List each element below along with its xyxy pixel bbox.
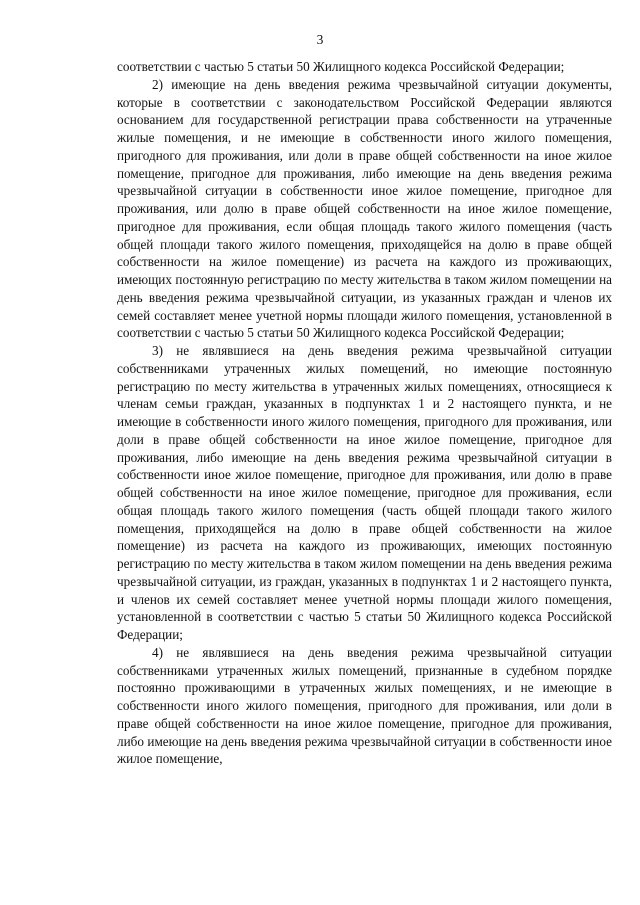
page-number: 3 bbox=[316, 32, 324, 47]
document-body bbox=[117, 58, 612, 768]
paragraph-item-4: 4) не являвшиеся на день введения режима чрезвычайной ситуации собственниками утраченных жилых помещений, признанные в судебном порядке постоянно проживающими в утраченных жилых помещениях, и не имеющие в собственности иного жилого помещения, пригодного для проживания, или доли в праве общей собственности на иное жилое помещение, пригодное для проживания, либо имеющие на день введения режима чрезвычайной ситуации в собственности иное жилое помещение, bbox=[117, 644, 612, 767]
paragraph-item-3: 3) не являвшиеся на день введения режима чрезвычайной ситуации собственниками утраченных жилых помещений, но имеющие постоянную регистрацию по месту жительства в утраченных жилых помещениях, относящиеся к членам семьи граждан, указанных в подпунктах 1 и 2 настоящего пункта, и не имеющие в собственности иного жилого помещения, пригодного для проживания, или доли в праве общей собственности на иное жилое помещение, пригодное для проживания, либо имеющие на день введения режима чрезвычайной ситуации в собственности иное жилое помещение, пригодное для проживания, или долю в праве общей собственности на иное жилое помещение, пригодное для проживания, если общая площадь такого жилого помещения (часть общей площади такого жилого помещения, приходящейся на долю в праве общей собственности на жилое помещение) из расчета на каждого из проживающих, имеющих постоянную регистрацию по месту жительства в таком жилом помещении на день введения режима чрезвычайной ситуации, из граждан, указанных в подпунктах 1 и 2 настоящего пункта, и членов их семей составляет менее учетной нормы площади жилого помещения, установленной в соответствии с частью 5 статьи 50 Жилищного кодекса Российской Федерации; bbox=[117, 343, 612, 642]
paragraph-item-2: 2) имеющие на день введения режима чрезвычайной ситуации документы, которые в соответствии с законодательством Российской Федерации являются основанием для государственной регистрации права собственности на утраченные жилые помещения, и не имеющие в собственности иного жилого помещения, пригодного для проживания, или доли в праве общей собственности на иное жилое помещение, пригодное для проживания, либо имеющие на день введения режима чрезвычайной ситуации в собственности иное жилое помещение, пригодное для проживания, или долю в праве общей собственности на иное жилое помещение, пригодное для проживания, если общая площадь такого жилого помещения (часть общей площади такого жилого помещения, приходящейся на долю в праве общей собственности на жилое помещение) из расчета на каждого из проживающих, имеющих постоянную регистрацию по месту жительства в таком жилом помещении на день введения режима чрезвычайной ситуации, из указанных граждан и членов их семей составляет менее учетной нормы площади жилого помещения, установленной в соответствии с частью 5 статьи 50 Жилищного кодекса Российской Федерации; bbox=[117, 76, 612, 341]
paragraph-continuation: соответствии с частью 5 статьи 50 Жилищного кодекса Российской Федерации; bbox=[117, 59, 565, 74]
